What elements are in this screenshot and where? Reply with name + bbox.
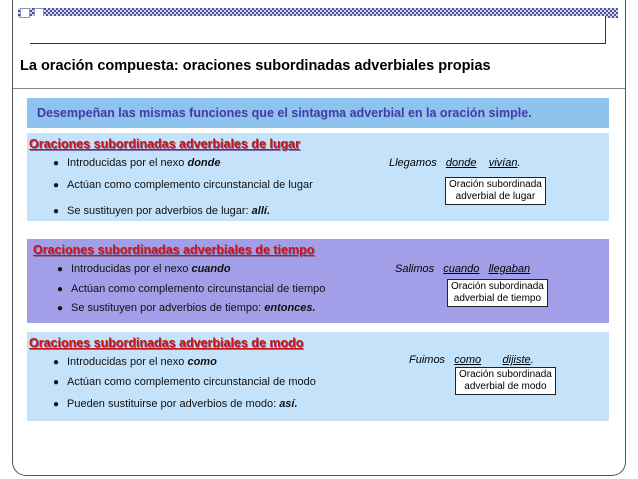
intro-text: Desempeñan las mismas funciones que el sintagma adverbial en la oración simple. bbox=[37, 106, 532, 120]
bullet-icon: ● bbox=[53, 206, 60, 217]
example-sentence: Salimos cuando llegaban bbox=[395, 263, 531, 275]
decorative-title-box bbox=[30, 16, 606, 44]
decorative-square bbox=[20, 8, 30, 18]
nexo-text: cuando bbox=[191, 263, 231, 275]
example-nexo: cuando bbox=[443, 263, 480, 275]
intro-banner bbox=[27, 98, 609, 128]
section-title: Oraciones subordinadas adverbiales de modo bbox=[29, 336, 304, 350]
example-verb: vivían bbox=[488, 157, 518, 169]
bullet-item: ● Introducidas por el nexo cuando bbox=[57, 263, 231, 275]
bullet-icon: ● bbox=[57, 303, 64, 314]
bullet-icon: ● bbox=[57, 264, 64, 275]
bullet-icon: ● bbox=[57, 284, 64, 295]
bullet-item: ● Introducidas por el nexo donde bbox=[53, 157, 221, 169]
example-verb: llegaban bbox=[488, 263, 531, 275]
example-sentence: Fuimos como dijiste. bbox=[409, 354, 534, 366]
nexo-text: donde bbox=[187, 157, 221, 169]
bullet-icon: ● bbox=[53, 399, 60, 410]
section-title: Oraciones subordinadas adverbiales de tiempo bbox=[33, 243, 315, 257]
adverb-text: allí. bbox=[251, 205, 271, 217]
bullet-item: ● Actúan como complemento circunstancial de modo bbox=[53, 376, 316, 388]
adverb-text: así. bbox=[279, 398, 298, 410]
section-tiempo bbox=[27, 239, 609, 323]
nexo-text: como bbox=[187, 356, 217, 368]
bullet-item: ● Introducidas por el nexo como bbox=[53, 356, 217, 368]
example-nexo: donde bbox=[445, 157, 477, 169]
bullet-icon: ● bbox=[53, 377, 60, 388]
subordinate-label-box: Oración subordinada adverbial de tiempo bbox=[447, 279, 548, 307]
subordinate-label-box: Oración subordinada adverbial de lugar bbox=[445, 177, 546, 205]
bullet-icon: ● bbox=[53, 158, 60, 169]
bullet-item: ● Pueden sustituirse por adverbios de modo: así. bbox=[53, 398, 298, 410]
section-modo bbox=[27, 332, 609, 421]
bullet-icon: ● bbox=[53, 180, 60, 191]
bullet-item: ● Actúan como complemento circunstancial de tiempo bbox=[57, 283, 326, 295]
adverb-text: entonces. bbox=[264, 302, 316, 314]
example-nexo: como bbox=[454, 354, 482, 366]
example-verb: dijiste bbox=[502, 354, 531, 366]
example-sentence: Llegamos donde vivían. bbox=[389, 157, 521, 169]
bullet-item: ● Se sustituyen por adverbios de tiempo: entonces. bbox=[57, 302, 316, 314]
page-title: La oración compuesta: oraciones subordinadas adverbiales propias bbox=[20, 58, 491, 74]
subordinate-label-box: Oración subordinada adverbial de modo bbox=[455, 367, 556, 395]
title-divider bbox=[13, 88, 625, 89]
bullet-item: ● Se sustituyen por adverbios de lugar: allí. bbox=[53, 205, 271, 217]
section-lugar bbox=[27, 133, 609, 221]
section-title: Oraciones subordinadas adverbiales de lugar bbox=[29, 137, 300, 151]
bullet-item: ● Actúan como complemento circunstancial de lugar bbox=[53, 179, 313, 191]
bullet-icon: ● bbox=[53, 357, 60, 368]
